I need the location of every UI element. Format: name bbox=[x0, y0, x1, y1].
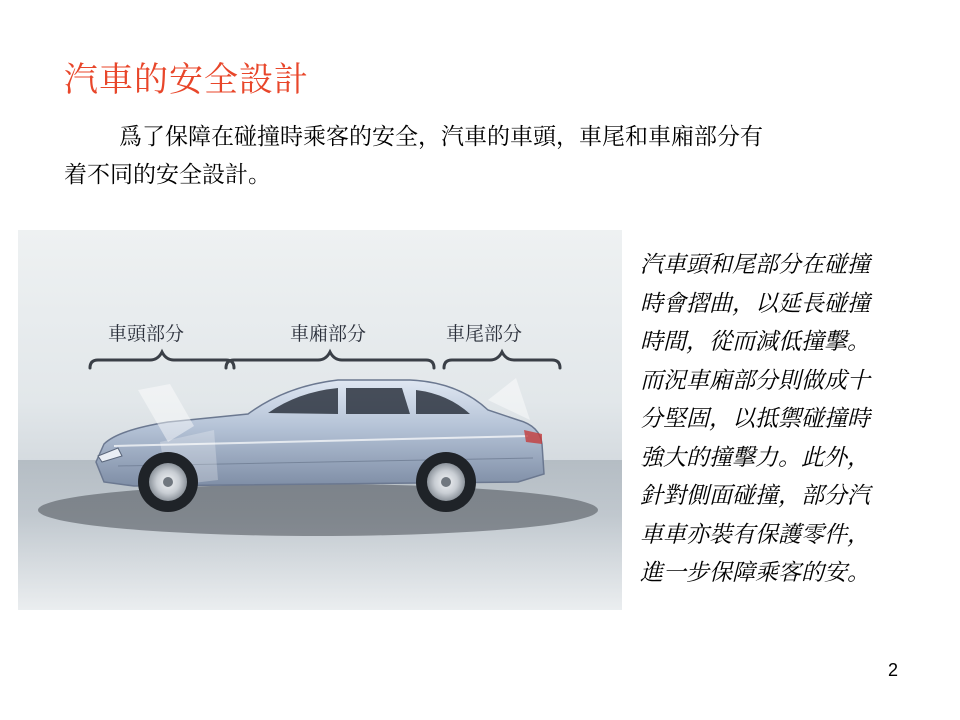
intro-line-2: 着不同的安全設計。 bbox=[64, 162, 271, 188]
side-line: 強大的撞擊力。此外， bbox=[640, 444, 870, 471]
side-line: 時間，從而減低撞擊。 bbox=[640, 329, 870, 355]
side-line: 針對側面碰撞，部分汽 bbox=[640, 483, 870, 509]
side-line: 時會摺曲，以延長碰撞 bbox=[640, 290, 870, 317]
side-line: 汽車頭和尾部分在碰撞 bbox=[640, 252, 870, 278]
side-description bbox=[640, 246, 940, 593]
label-front-section: 車頭部分 bbox=[108, 323, 185, 345]
slide-title: 汽車的安全設計 bbox=[64, 60, 309, 100]
side-line: 進一步保障乘客的安。 bbox=[640, 560, 870, 586]
intro-paragraph bbox=[64, 118, 884, 194]
label-cabin-section: 車廂部分 bbox=[290, 323, 367, 345]
label-rear-section: 車尾部分 bbox=[446, 323, 523, 345]
car-safety-photo bbox=[18, 230, 622, 610]
front-wheel bbox=[138, 452, 198, 512]
intro-line-1: 爲了保障在碰撞時乘客的安全，汽車的車頭，車尾和車廂部分有 bbox=[119, 124, 763, 150]
car-shadow bbox=[38, 484, 598, 536]
side-line: 而況車廂部分則做成十 bbox=[640, 367, 870, 394]
side-line: 分堅固，以抵禦碰撞時 bbox=[640, 406, 870, 432]
side-line: 車車亦裝有保護零件， bbox=[640, 521, 870, 548]
page-number: 2 bbox=[888, 660, 899, 680]
rear-wheel bbox=[416, 452, 476, 512]
